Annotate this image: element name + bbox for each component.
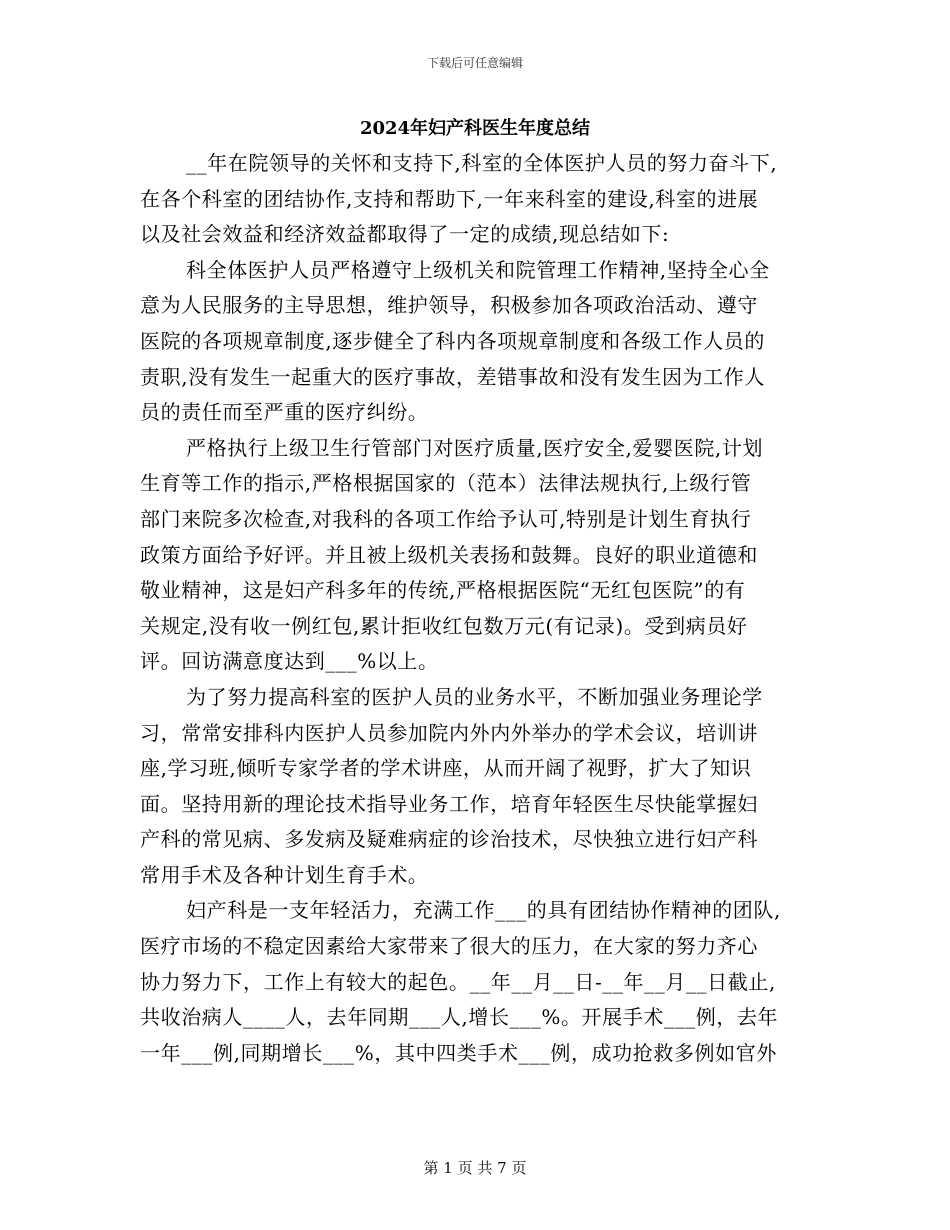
paragraph-line: 在各个科室的团结协作,支持和帮助下,一年来科室的建设,科室的进展 xyxy=(140,186,759,211)
paragraph-line: 共收治病人____人，去年同期___人,增长___%。开展手术___例，去年 xyxy=(140,1005,779,1030)
paragraph-line: 一年___例,同期增长___%，其中四类手术___例，成功抢救多例如官外 xyxy=(140,1040,777,1065)
paragraph-3 xyxy=(140,431,812,680)
paragraph-line: 员的责任而至严重的医疗纠纷。 xyxy=(140,400,429,425)
paragraph-line: 为了努力提高科室的医护人员的业务水平，不断加强业务理论学 xyxy=(186,684,763,709)
paragraph-line: __年在院领导的关怀和支持下,科室的全体医护人员的努力奋斗下, xyxy=(186,151,778,175)
paragraph-1 xyxy=(140,146,812,253)
paragraph-line: 医院的各项规章制度,逐步健全了科内各项规章制度和各级工作人员的 xyxy=(140,328,765,353)
paragraph-line: 产科的常见病、多发病及疑难病症的诊治技术，尽快独立进行妇产科 xyxy=(140,827,758,852)
paragraph-line: 常用手术及各种计划生育手术。 xyxy=(140,862,429,887)
paragraph-line: 以及社会效益和经济效益都取得了一定的成绩,现总结如下: xyxy=(140,222,670,247)
paragraph-line: 妇产科是一支年轻活力，充满工作___的具有团结协作精神的团队, xyxy=(186,898,781,923)
paragraph-line: 政策方面给予好评。并且被上级机关表扬和鼓舞。良好的职业道德和 xyxy=(140,542,758,567)
paragraph-line: 责职,没有发生一起重大的医疗事故，差错事故和没有发生因为工作人 xyxy=(140,364,765,389)
paragraph-line: 严格执行上级卫生行管部门对医疗质量,医疗安全,爱婴医院,计划 xyxy=(186,435,764,460)
paragraph-line: 协力努力下，工作上有较大的起色。__年__月__日-__年__月__日截止, xyxy=(140,969,776,994)
paragraph-5 xyxy=(140,893,812,1071)
document-body xyxy=(140,146,812,1071)
paragraph-2 xyxy=(140,253,812,431)
paragraph-line: 习，常常安排科内医护人员参加院内外内外举办的学术会议，培训讲 xyxy=(140,720,758,745)
header-note: 下载后可任意编辑 xyxy=(426,56,523,70)
paragraph-line: 科全体医护人员严格遵守上级机关和院管理工作精神,坚持全心全 xyxy=(186,257,770,282)
paragraph-4 xyxy=(140,680,812,894)
document-title: 2024年妇产科医生年度总结 xyxy=(359,118,591,139)
paragraph-line: 生育等工作的指示,严格根据国家的（范本）法律法规执行,上级行管 xyxy=(140,471,752,496)
page-footer: 第 1 页 共 7 页 xyxy=(423,1159,527,1177)
paragraph-line: 座,学习班,倾听专家学者的学术讲座，从而开阔了视野，扩大了知识 xyxy=(140,756,752,781)
paragraph-line: 意为人民服务的主导思想，维护领导，积极参加各项政治活动、遵守 xyxy=(140,293,758,318)
paragraph-line: 面。坚持用新的理论技术指导业务工作，培育年轻医生尽快能掌握妇 xyxy=(140,791,758,816)
paragraph-line: 评。回访满意度达到___%以上。 xyxy=(140,649,439,674)
paragraph-line: 医疗市场的不稳定因素给大家带来了很大的压力，在大家的努力齐心 xyxy=(140,934,758,959)
paragraph-line: 部门来院多次检查,对我科的各项工作给予认可,特别是计划生育执行 xyxy=(140,506,752,531)
paragraph-line: 敬业精神，这是妇产科多年的传统,严格根据医院“无红包医院”的有 xyxy=(140,578,746,603)
paragraph-line: 关规定,没有收一例红包,累计拒收红包数万元(有记录)。受到病员好 xyxy=(140,613,748,638)
